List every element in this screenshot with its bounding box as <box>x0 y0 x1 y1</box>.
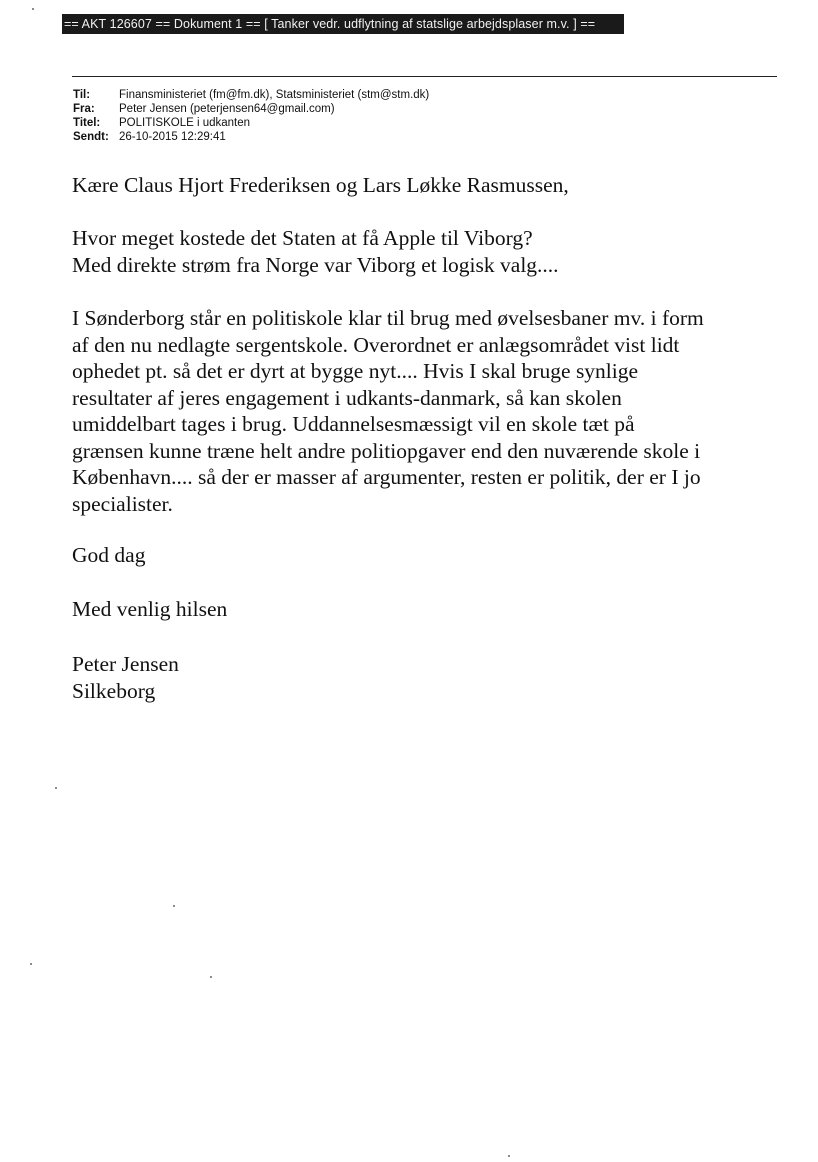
question-paragraph <box>72 225 559 278</box>
header-value-to: Finansministeriet (fm@fm.dk), Statsministeriet (stm@stm.dk) <box>119 89 430 101</box>
main-paragraph <box>72 305 778 517</box>
main-line: umiddelbart tages i brug. Uddannelsesmæssigt vil en skole tæt på <box>72 412 635 436</box>
header-row-from <box>73 102 429 116</box>
signature-name: Peter Jensen <box>72 652 179 676</box>
header-row-to <box>73 88 429 102</box>
signature-city: Silkeborg <box>72 678 156 703</box>
main-line: af den nu nedlagte sergentskole. Overordnet er anlægsområdet vist lidt <box>72 332 680 357</box>
email-headers <box>73 88 429 144</box>
header-row-sent <box>73 130 429 144</box>
signature-block <box>72 651 179 704</box>
header-value-title: POLITISKOLE i udkanten <box>119 117 251 129</box>
header-label-to: Til: <box>73 89 91 101</box>
question-line: Hvor meget kostede det Staten at få Apple til Viborg? <box>72 226 533 250</box>
header-label-title: Titel: <box>73 117 101 129</box>
scan-speck <box>173 905 175 907</box>
main-line: grænsen kunne træne helt andre politiopgaver end den nuværende skole i <box>72 438 701 463</box>
header-divider <box>72 76 777 77</box>
header-label-from: Fra: <box>73 103 95 115</box>
main-line: specialister. <box>72 491 173 516</box>
main-line: I Sønderborg står en politiskole klar til brug med øvelsesbaner mv. i form <box>72 306 704 330</box>
greeting: Kære Claus Hjort Frederiksen og Lars Løkke Rasmussen, <box>72 173 569 197</box>
scan-speck <box>55 787 57 789</box>
main-line: ophedet pt. så det er dyrt at bygge nyt.... Hvis I skal bruge synlige <box>72 359 639 383</box>
question-line: Med direkte strøm fra Norge var Viborg et logisk valg.... <box>72 252 559 277</box>
header-label-sent: Sendt: <box>73 131 109 143</box>
header-value-from: Peter Jensen (peterjensen64@gmail.com) <box>119 103 335 115</box>
header-value-sent: 26-10-2015 12:29:41 <box>119 131 226 143</box>
scan-speck <box>32 8 34 10</box>
header-row-title <box>73 116 429 130</box>
scan-speck <box>30 963 32 965</box>
main-line: resultater af jeres engagement i udkants-danmark, så kan skolen <box>72 385 622 410</box>
scan-speck <box>210 976 212 978</box>
main-line: København.... så der er masser af argumenter, resten er politik, der er I jo <box>72 465 701 489</box>
document-banner: == AKT 126607 == Dokument 1 == [ Tanker vedr. udflytning af statslige arbejdsplaser m.v. ] == <box>62 14 624 34</box>
closing-line: Med venlig hilsen <box>72 597 228 621</box>
scan-speck <box>508 1155 510 1157</box>
god-dag-line: God dag <box>72 543 146 567</box>
